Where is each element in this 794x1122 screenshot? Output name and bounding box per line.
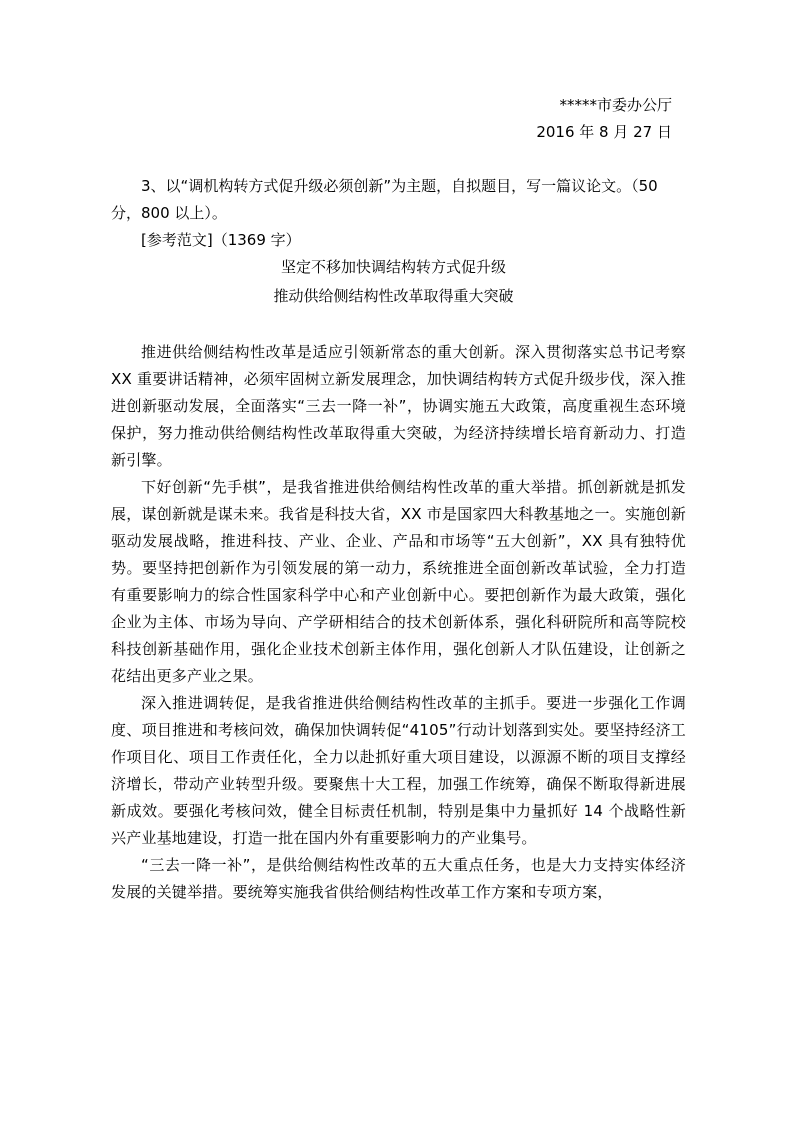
date-line: 2016 年 8 月 27 日 [536, 123, 672, 141]
issuer-line: *****市委办公厅 [559, 96, 672, 114]
essay-paragraph: 推进供给侧结构性改革是适应引领新常态的重大创新。深入贯彻落实总书记考察 XX 重要讲话精神，必须牢固树立新发展理念，加快调结构转方式促升级步伐，深入推进创新驱动发展，全面落实“三去一降一补”，协调实施五大政策，高度重视生态环境保护，努力推动供给侧结构性改革取得重大突破，为经济持续增长培育新动力、打造新引擎。 [111, 343, 686, 469]
essay-body [111, 339, 686, 906]
reference-label: [参考范文]（1369 字） [141, 231, 301, 249]
question-prompt: 3、以“调机构转方式促升级必须创新”为主题，自拟题目，写一篇议论文。（50 分，800 以上）。 [111, 177, 658, 222]
essay-paragraph: 深入推进调转促，是我省推进供给侧结构性改革的主抓手。要进一步强化工作调度、项目推进和考核问效，确保加快调转促“4105”行动计划落到实处。要坚持经济工作项目化、项目工作责任化，全力以赴抓好重大项目建设，以源源不断的项目支撑经济增长，带动产业转型升级。要聚焦十大工程，加强工作统筹，确保不断取得新进展新成效。要强化考核问效，健全目标责任机制，特别是集中力量抓好 14 个战略性新兴产业基地建设，打造一批在国内外有重要影响力的产业集号。 [111, 694, 686, 847]
question-block [111, 173, 686, 254]
essay-paragraph: “三去一降一补”，是供给侧结构性改革的五大重点任务，也是大力支持实体经济发展的关键举措。要统筹实施我省供给侧结构性改革工作方案和专项方案， [111, 856, 686, 901]
essay-title-line-1: 坚定不移加快调结构转方式促升级 [280, 258, 506, 276]
essay-paragraph: 下好创新“先手棋”，是我省推进供给侧结构性改革的重大举措。抓创新就是抓发展，谋创新就是谋未来。我省是科技大省，XX 市是国家四大科教基地之一。实施创新驱动发展战略，推进科技、产业、企业、产品和市场等“五大创新”，XX 具有独特优势。要坚持把创新作为引领发展的第一动力，系统推进全面创新改革试验，全力打造有重要影响力的综合性国家科学中心和产业创新中心。要把创新作为最大政策，强化企业为主体、市场为导向、产学研相结合的技术创新体系，强化科研院所和高等院校科技创新基础作用，强化企业技术创新主体作用，强化创新人才队伍建设，让创新之花结出更多产业之果。 [111, 478, 686, 685]
essay-title-line-2: 推动供给侧结构性改革取得重大突破 [273, 287, 514, 305]
